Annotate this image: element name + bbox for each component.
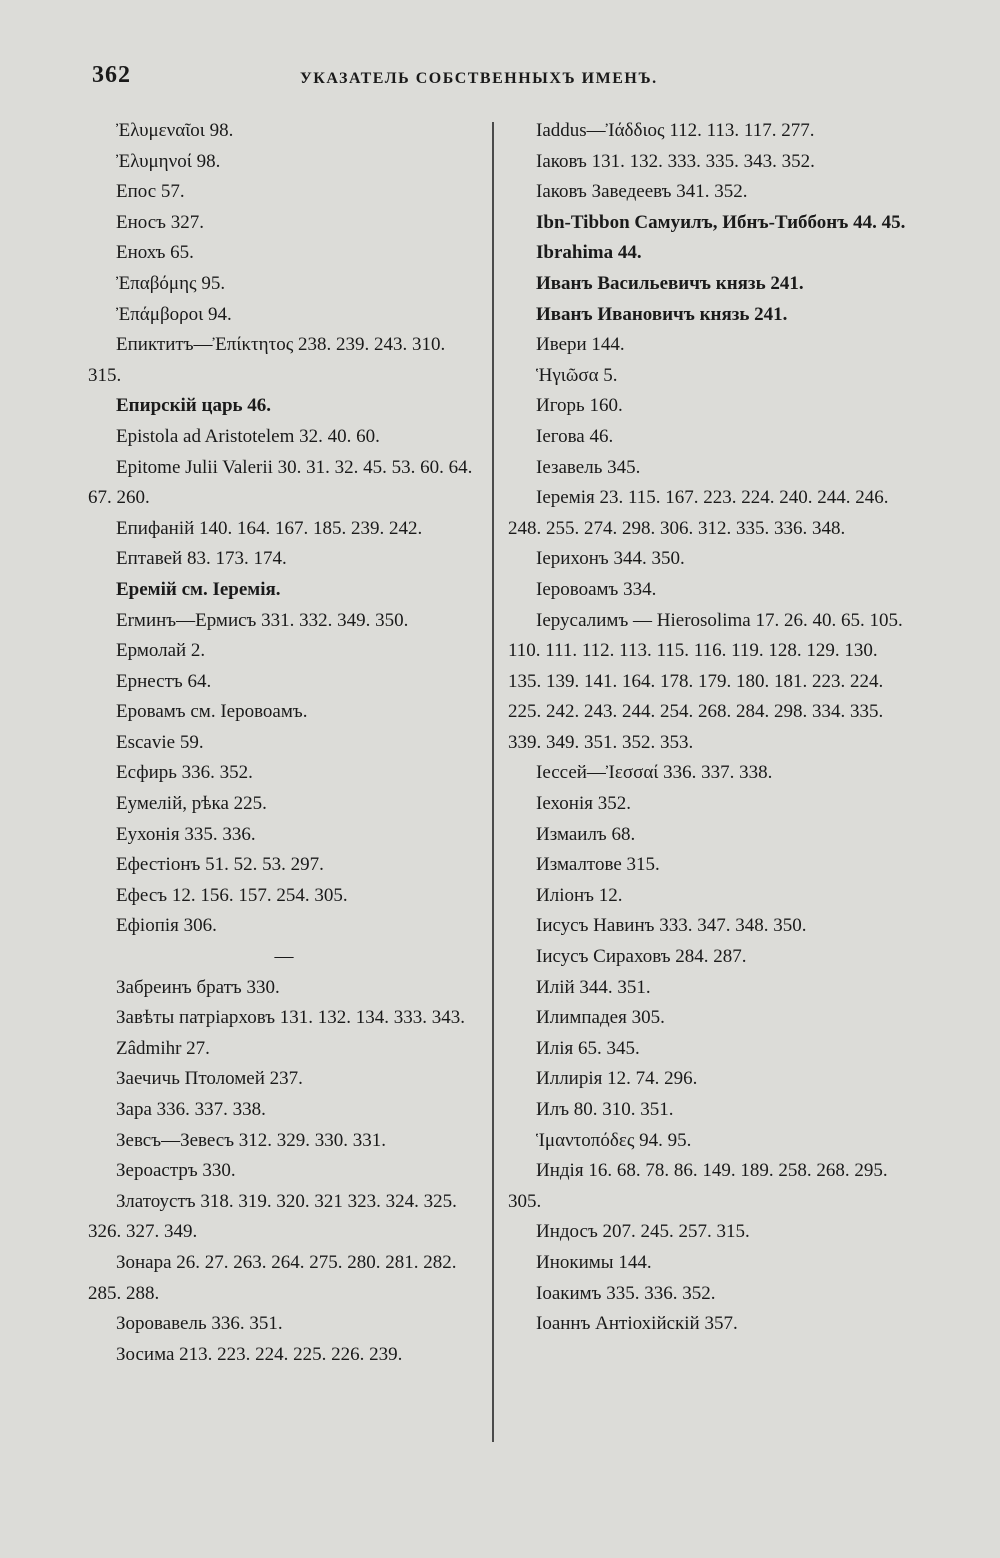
index-entry: Іаковъ Заведеевъ 341. 352. bbox=[536, 181, 748, 203]
index-entry: Ептавей 83. 173. 174. bbox=[116, 548, 287, 570]
page-number: 362 bbox=[92, 62, 131, 88]
index-entry: Еровамъ см. Іеровоамъ. bbox=[116, 701, 308, 723]
index-entry: Erминъ—Ермисъ 331. 332. 349. 350. bbox=[116, 609, 409, 631]
index-entry: Иліонъ 12. bbox=[536, 884, 623, 906]
index-entry: Ефесъ 12. 156. 157. 254. 305. bbox=[116, 884, 348, 906]
index-entry: Іегова 46. bbox=[536, 425, 614, 447]
index-entry: Зосима 213. 223. 224. 225. 226. 239. bbox=[116, 1343, 403, 1365]
index-entry: Епиктитъ—Ἐπίκτητος 238. 239. 243. 310. 315. bbox=[88, 334, 446, 386]
index-entry: Іезавель 345. bbox=[536, 456, 641, 478]
index-entry: Іисусъ Навинъ 333. 347. 348. 350. bbox=[536, 915, 807, 937]
index-entry: Инокимы 144. bbox=[536, 1251, 652, 1273]
index-entry: Іеровоамъ 334. bbox=[536, 578, 657, 600]
index-entry: Ефестіонъ 51. 52. 53. 297. bbox=[116, 854, 324, 876]
index-entry: Измаилъ 68. bbox=[536, 823, 636, 845]
index-entry: Ἐλυμεναῖοι 98. bbox=[116, 120, 234, 141]
index-entry: Завѣты патріарховъ 131. 132. 134. 333. 343. bbox=[116, 1007, 466, 1029]
index-entry: Epitome Julii Valerii 30. 31. 32. 45. 53. 60. 64. 67. 260. bbox=[88, 456, 473, 509]
running-head: УКАЗАТЕЛЬ СОБСТВЕННЫХЪ ИМЕНЪ. bbox=[300, 70, 658, 87]
index-entry: Енохъ 65. bbox=[116, 242, 194, 264]
index-entry: Іоакимъ 335. 336. 352. bbox=[536, 1282, 716, 1304]
index-entry: Заечичь Птоломей 237. bbox=[116, 1068, 303, 1090]
index-entry: Иллирія 12. 74. 296. bbox=[536, 1068, 698, 1090]
index-entry: Іерусалимъ — Hierosolima 17. 26. 40. 65. 105. 110. 111. 112. 113. 115. 116. 119. 128. 129. 130. 135. 139. 141. 164. 178. 179. 180. 181. 223. 224. 225. 242. 243. 244. 254. 268. 284. 298. 334. 335. 339. 349. 351. 352. 353. bbox=[508, 609, 903, 753]
index-entry: Ἐπαβόμης 95. bbox=[116, 272, 226, 294]
index-entry: Еумелій, рѣка 225. bbox=[116, 793, 267, 815]
section-divider: — bbox=[274, 946, 294, 968]
index-entry: Ἡγιῶσα 5. bbox=[536, 364, 618, 386]
index-entry: Ефіопія 306. bbox=[116, 915, 217, 937]
index-entry: Зевсъ—Зевесъ 312. 329. 330. 331. bbox=[116, 1129, 387, 1151]
index-entry: Іисусъ Сираховъ 284. 287. bbox=[536, 946, 747, 968]
index-entry: Іаковъ 131. 132. 333. 335. 343. 352. bbox=[536, 150, 815, 172]
index-entry: Илъ 80. 310. 351. bbox=[536, 1099, 674, 1120]
index-entry: Зоровавель 336. 351. bbox=[116, 1313, 283, 1335]
index-entry: Іоаннъ Антіохійскій 357. bbox=[536, 1313, 738, 1335]
index-entry: Епифаній 140. 164. 167. 185. 239. 242. bbox=[116, 517, 423, 539]
index-entry: Ibn-Tibbon Самуилъ, Ибнъ-Тиббонъ 44. 45. bbox=[536, 211, 906, 233]
index-entry: Ивери 144. bbox=[536, 334, 625, 356]
index-entry: Ἐλυμηνοί 98. bbox=[116, 150, 221, 172]
index-entry: Индія 16. 68. 78. 86. 149. 189. 258. 268. 295. 305. bbox=[508, 1160, 888, 1212]
right-column bbox=[508, 116, 908, 1340]
index-entry: Ἐπάμβοροι 94. bbox=[116, 303, 232, 325]
index-entry: Ернестъ 64. bbox=[116, 670, 212, 692]
left-column bbox=[88, 116, 480, 1370]
index-entry: Зероастръ 330. bbox=[116, 1160, 236, 1182]
index-entry: Иванъ Ивановичъ князь 241. bbox=[536, 303, 788, 325]
index-entry: Iaddus—Ἰάδδιος 112. 113. 117. 277. bbox=[536, 120, 815, 141]
index-entry: Забреинъ братъ 330. bbox=[116, 976, 280, 998]
column-divider bbox=[492, 122, 494, 1442]
index-entry: Игорь 160. bbox=[536, 395, 623, 417]
index-entry: Зонара 26. 27. 263. 264. 275. 280. 281. 282. 285. 288. bbox=[88, 1251, 457, 1304]
index-entry: Епос 57. bbox=[116, 181, 185, 203]
index-entry: Іехонія 352. bbox=[536, 793, 631, 815]
index-entry: Измалтове 315. bbox=[536, 854, 660, 876]
index-entry: Еремій см. Іеремія. bbox=[116, 578, 281, 600]
index-entry: Ibrahima 44. bbox=[536, 242, 642, 264]
index-entry: Еухонія 335. 336. bbox=[116, 823, 256, 845]
index-entry: Есфирь 336. 352. bbox=[116, 762, 253, 784]
index-entry: Escavie 59. bbox=[116, 731, 204, 753]
index-entry: Еносъ 327. bbox=[116, 211, 205, 233]
index-entry: Ермолай 2. bbox=[116, 640, 206, 662]
index-entry: Іеремія 23. 115. 167. 223. 224. 240. 244. 246. 248. 255. 274. 298. 306. 312. 335. 336. 348. bbox=[508, 487, 889, 539]
index-entry: Индосъ 207. 245. 257. 315. bbox=[536, 1221, 750, 1243]
index-entry: Илій 344. 351. bbox=[536, 976, 651, 998]
index-entry: Epistola ad Aristotelem 32. 40. 60. bbox=[116, 425, 380, 447]
index-entry: Иванъ Васильевичъ князь 241. bbox=[536, 272, 804, 294]
index-entry: Илія 65. 345. bbox=[536, 1037, 640, 1059]
index-entry: Іессей—Ἰεσσαί 336. 337. 338. bbox=[536, 762, 773, 784]
index-entry: Зара 336. 337. 338. bbox=[116, 1099, 266, 1120]
index-entry: Златоустъ 318. 319. 320. 321 323. 324. 325. 326. 327. 349. bbox=[88, 1190, 457, 1243]
index-entry: Zâdmihr 27. bbox=[116, 1037, 210, 1059]
index-entry: Илимпадея 305. bbox=[536, 1007, 665, 1029]
index-entry: Епирскій царь 46. bbox=[116, 395, 272, 417]
index-entry: Ἱμαντοπόδες 94. 95. bbox=[536, 1129, 692, 1151]
index-entry: Іерихонъ 344. 350. bbox=[536, 548, 685, 570]
